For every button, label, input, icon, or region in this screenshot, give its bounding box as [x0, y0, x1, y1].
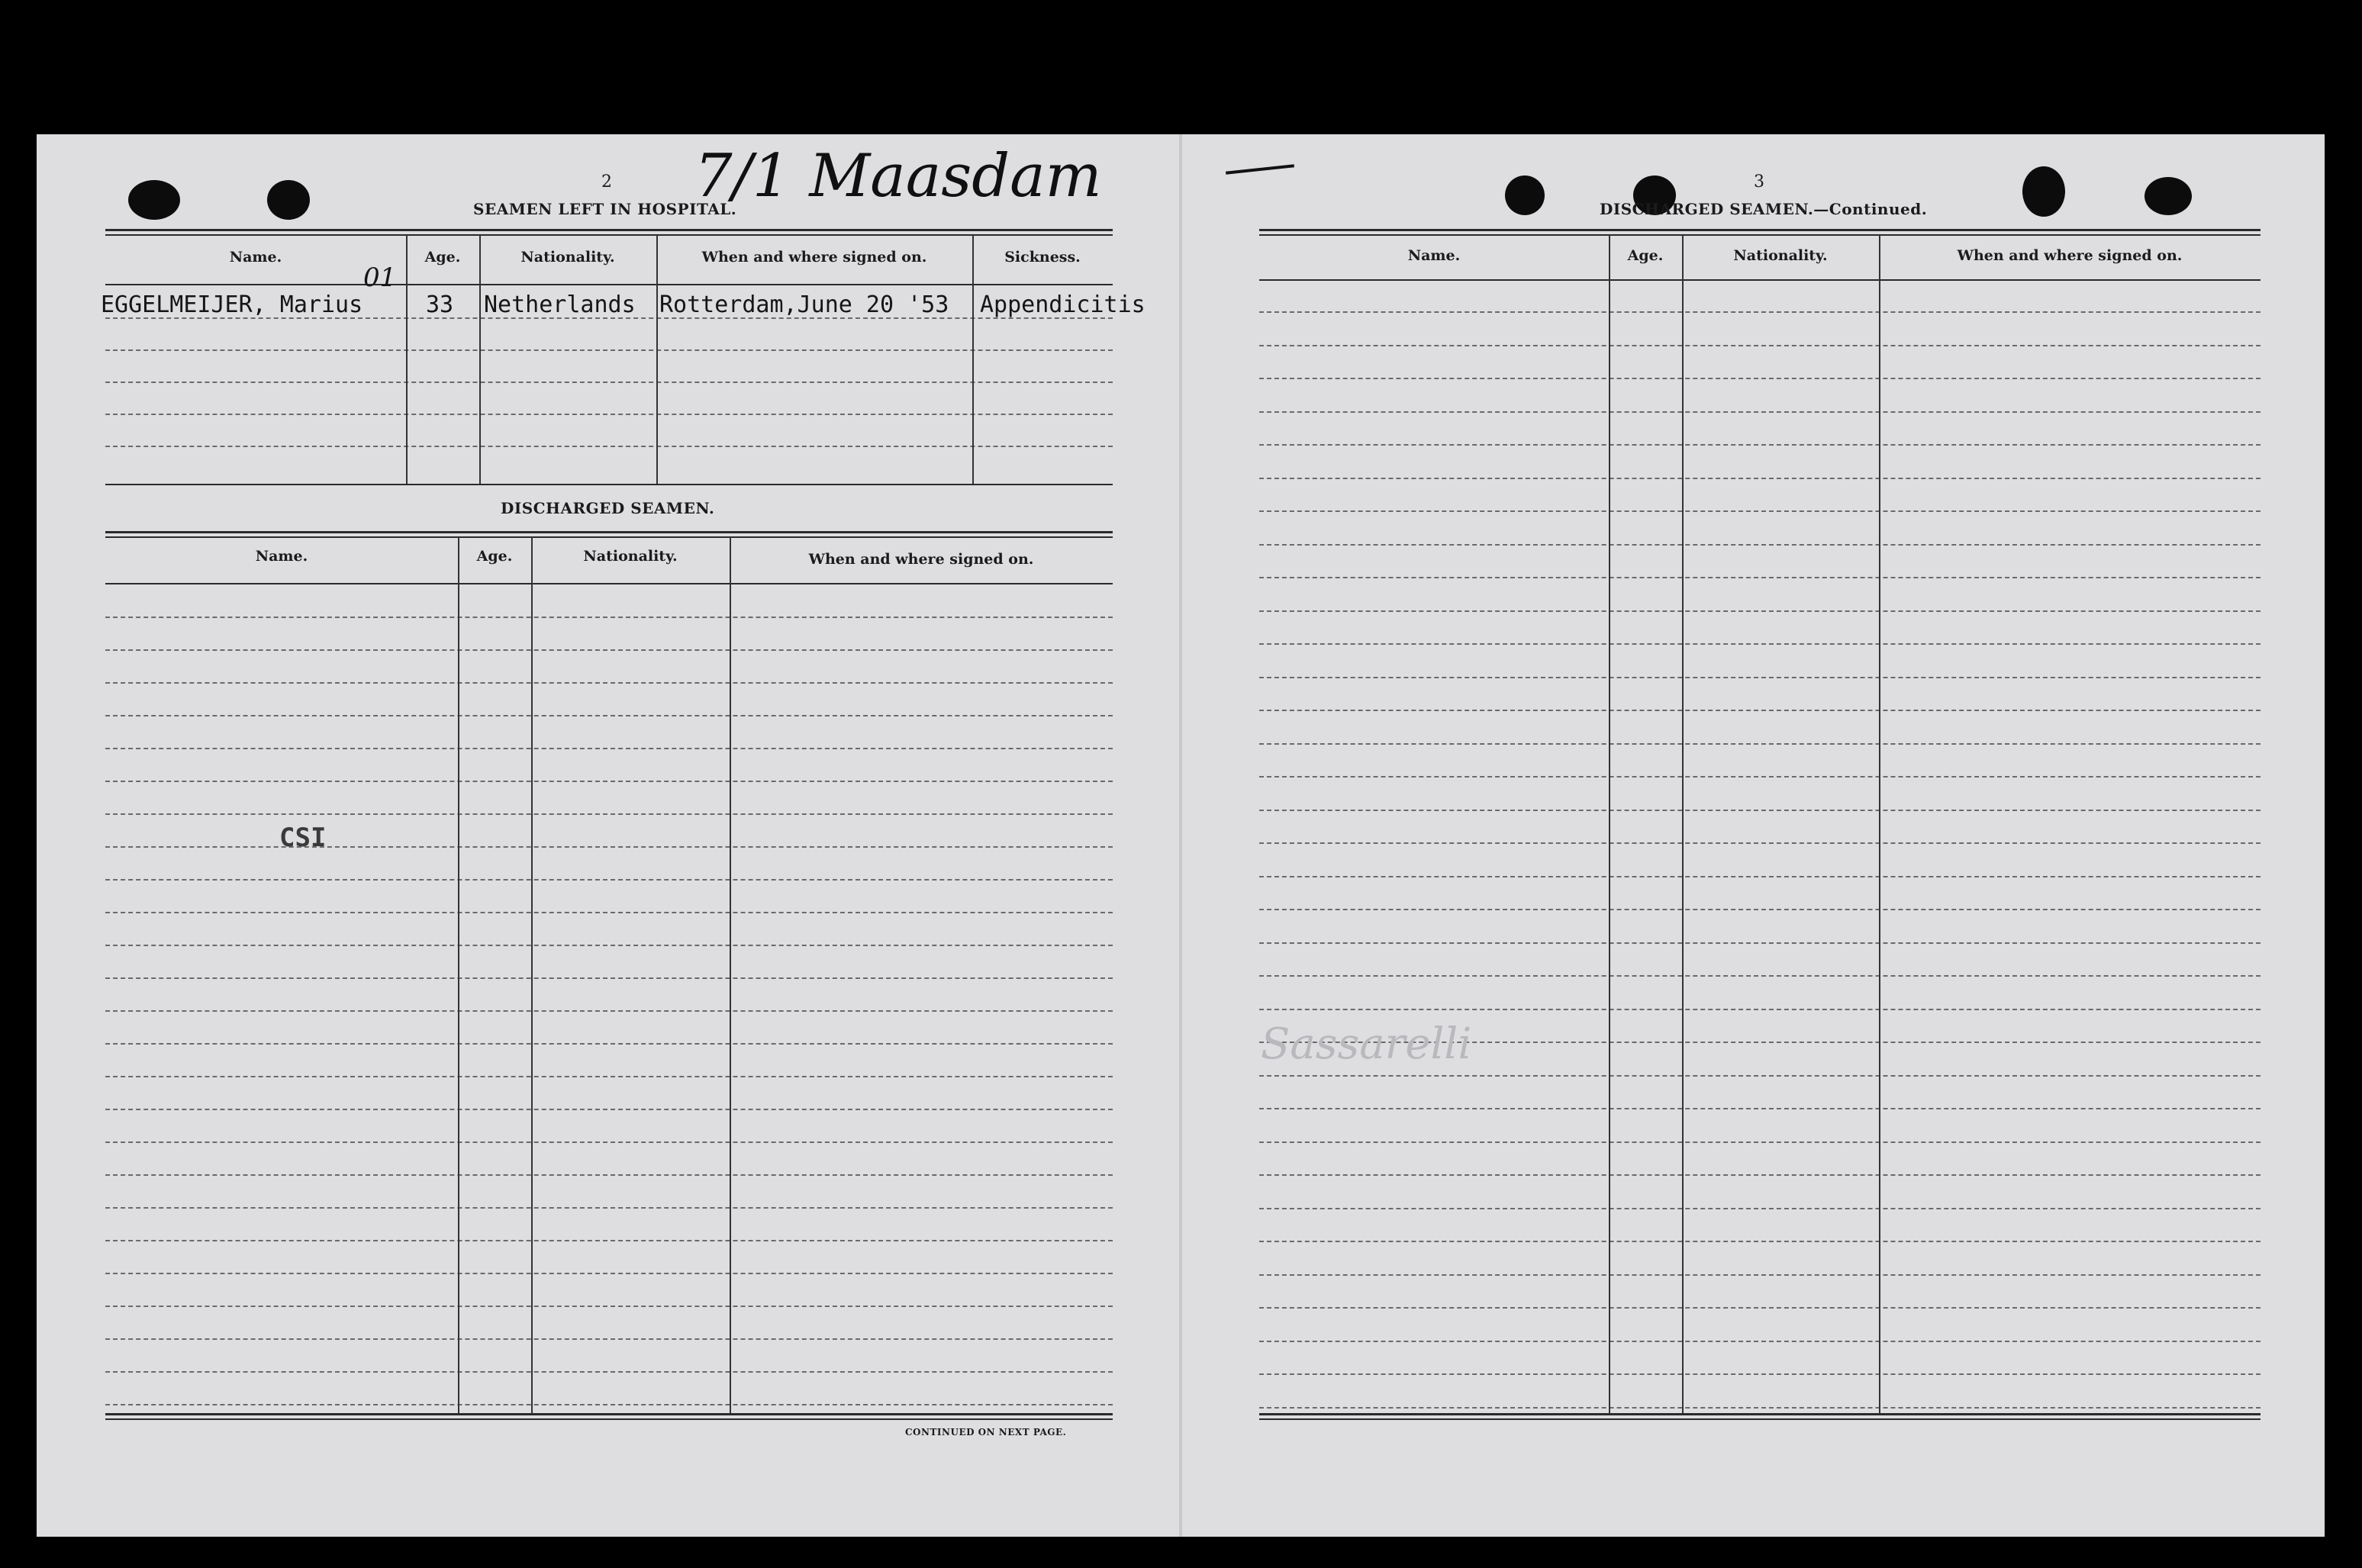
row-line	[1259, 643, 2260, 645]
row-line	[105, 945, 1113, 946]
row-line	[1259, 345, 2260, 346]
row-line	[1259, 510, 2260, 512]
row-line	[1259, 810, 2260, 811]
column-header-signed-on: When and where signed on.	[1957, 247, 2183, 264]
faint-bleedthrough-handwriting: Sassarelli	[1261, 1019, 1472, 1069]
punch-hole	[2022, 166, 2065, 217]
table-bottom-rule	[105, 484, 1113, 485]
row-line	[1259, 1307, 2260, 1309]
row-line	[1259, 378, 2260, 379]
punch-hole	[267, 180, 310, 220]
column-header-nationality: Nationality.	[520, 249, 615, 266]
column-divider	[479, 235, 481, 484]
row-line	[105, 1371, 1113, 1373]
column-header-nationality: Nationality.	[583, 548, 678, 565]
row-line	[1259, 1373, 2260, 1375]
ink-stamp: CSI	[279, 823, 327, 853]
row-line	[1259, 444, 2260, 446]
row-line	[1259, 1208, 2260, 1209]
column-header-signed-on: When and where signed on.	[808, 551, 1034, 568]
table-top-rule	[105, 229, 1113, 236]
column-header-nationality: Nationality.	[1733, 247, 1828, 264]
hospital-row-age: 33	[426, 291, 454, 318]
row-line	[105, 682, 1113, 684]
row-line	[1259, 1075, 2260, 1077]
row-line	[105, 846, 1113, 848]
row-line	[105, 1141, 1113, 1143]
row-line	[1259, 710, 2260, 711]
column-header-age: Age.	[476, 548, 513, 565]
row-line	[105, 1207, 1113, 1209]
hospital-row-name: EGGELMEIJER, Marius	[101, 291, 363, 318]
column-divider	[531, 537, 533, 1413]
row-line	[1259, 942, 2260, 944]
row-line	[105, 1174, 1113, 1176]
row-line	[1259, 1341, 2260, 1342]
header-rule	[105, 284, 1113, 285]
row-line	[1259, 1009, 2260, 1010]
row-line	[105, 1306, 1113, 1307]
header-rule	[105, 583, 1113, 584]
row-line	[1259, 311, 2260, 313]
row-line	[1259, 1274, 2260, 1276]
row-line	[105, 1043, 1113, 1045]
table-top-rule	[1259, 229, 2260, 236]
row-line	[105, 748, 1113, 749]
punch-hole	[128, 180, 180, 220]
page-fold	[1179, 134, 1182, 1537]
row-line	[105, 1338, 1113, 1340]
row-line	[105, 414, 1113, 415]
column-divider	[730, 537, 731, 1413]
row-line	[1259, 544, 2260, 546]
hospital-row-mark: 01	[363, 262, 397, 293]
right-page-number: 3	[1754, 172, 1764, 192]
row-line	[105, 977, 1113, 979]
hospital-row-signed-on: Rotterdam,June 20 '53	[659, 291, 949, 318]
column-divider	[406, 235, 408, 484]
row-line	[1259, 776, 2260, 778]
row-line	[105, 1273, 1113, 1274]
column-header-signed-on: When and where signed on.	[701, 249, 927, 266]
handwritten-ship-name: 7/1 Maasdam	[694, 142, 1102, 211]
hospital-section-title: SEAMEN LEFT IN HOSPITAL.	[473, 200, 737, 218]
table-bottom-rule	[105, 1413, 1113, 1420]
row-line	[1259, 1174, 2260, 1176]
column-header-name: Name.	[255, 548, 308, 565]
punch-hole	[2144, 177, 2192, 215]
row-line	[105, 1404, 1113, 1405]
discharged-table-right	[1259, 229, 2260, 1421]
row-line	[1259, 411, 2260, 413]
right-section-title: DISCHARGED SEAMEN.—Continued.	[1600, 200, 1928, 218]
column-divider	[656, 235, 658, 484]
row-line	[1259, 1141, 2260, 1143]
column-header-name: Name.	[1407, 247, 1461, 264]
column-divider	[1609, 235, 1610, 1413]
row-line	[105, 617, 1113, 618]
hospital-row-nationality: Netherlands	[484, 291, 636, 318]
row-line	[1259, 1241, 2260, 1242]
row-line	[1259, 975, 2260, 977]
header-rule	[1259, 279, 2260, 281]
row-line	[105, 349, 1113, 351]
discharged-section-title: DISCHARGED SEAMEN.	[501, 499, 715, 517]
row-line	[105, 446, 1113, 447]
row-line	[1259, 876, 2260, 877]
table-bottom-rule	[1259, 1413, 2260, 1420]
row-line	[1259, 909, 2260, 910]
row-line	[1259, 743, 2260, 745]
row-line	[105, 1240, 1113, 1241]
column-header-age: Age.	[1627, 247, 1664, 264]
row-line	[1259, 842, 2260, 844]
row-line	[1259, 1407, 2260, 1409]
left-page-number: 2	[601, 172, 612, 192]
row-line	[1259, 677, 2260, 678]
row-line	[105, 382, 1113, 383]
row-line	[105, 649, 1113, 651]
column-divider	[972, 235, 974, 484]
discharged-table-left	[105, 531, 1113, 1421]
table-top-rule	[105, 531, 1113, 538]
hospital-row-sickness: Appendicitis	[980, 291, 1146, 318]
row-line	[1259, 610, 2260, 612]
punch-hole	[1505, 175, 1545, 215]
row-line	[105, 781, 1113, 782]
row-line	[1259, 1108, 2260, 1109]
row-line	[105, 1010, 1113, 1012]
row-line	[105, 813, 1113, 815]
row-line	[1259, 478, 2260, 479]
column-header-name: Name.	[229, 249, 282, 266]
row-line	[105, 879, 1113, 881]
row-line	[105, 715, 1113, 716]
row-line	[105, 1109, 1113, 1110]
row-line	[105, 912, 1113, 913]
continued-footer: CONTINUED ON NEXT PAGE.	[905, 1427, 1067, 1438]
column-divider	[458, 537, 459, 1413]
column-divider	[1682, 235, 1684, 1413]
row-line	[1259, 577, 2260, 578]
row-line	[105, 1076, 1113, 1077]
column-header-sickness: Sickness.	[1004, 249, 1081, 266]
column-header-age: Age.	[424, 249, 461, 266]
hospital-table	[105, 229, 1113, 492]
column-divider	[1879, 235, 1880, 1413]
